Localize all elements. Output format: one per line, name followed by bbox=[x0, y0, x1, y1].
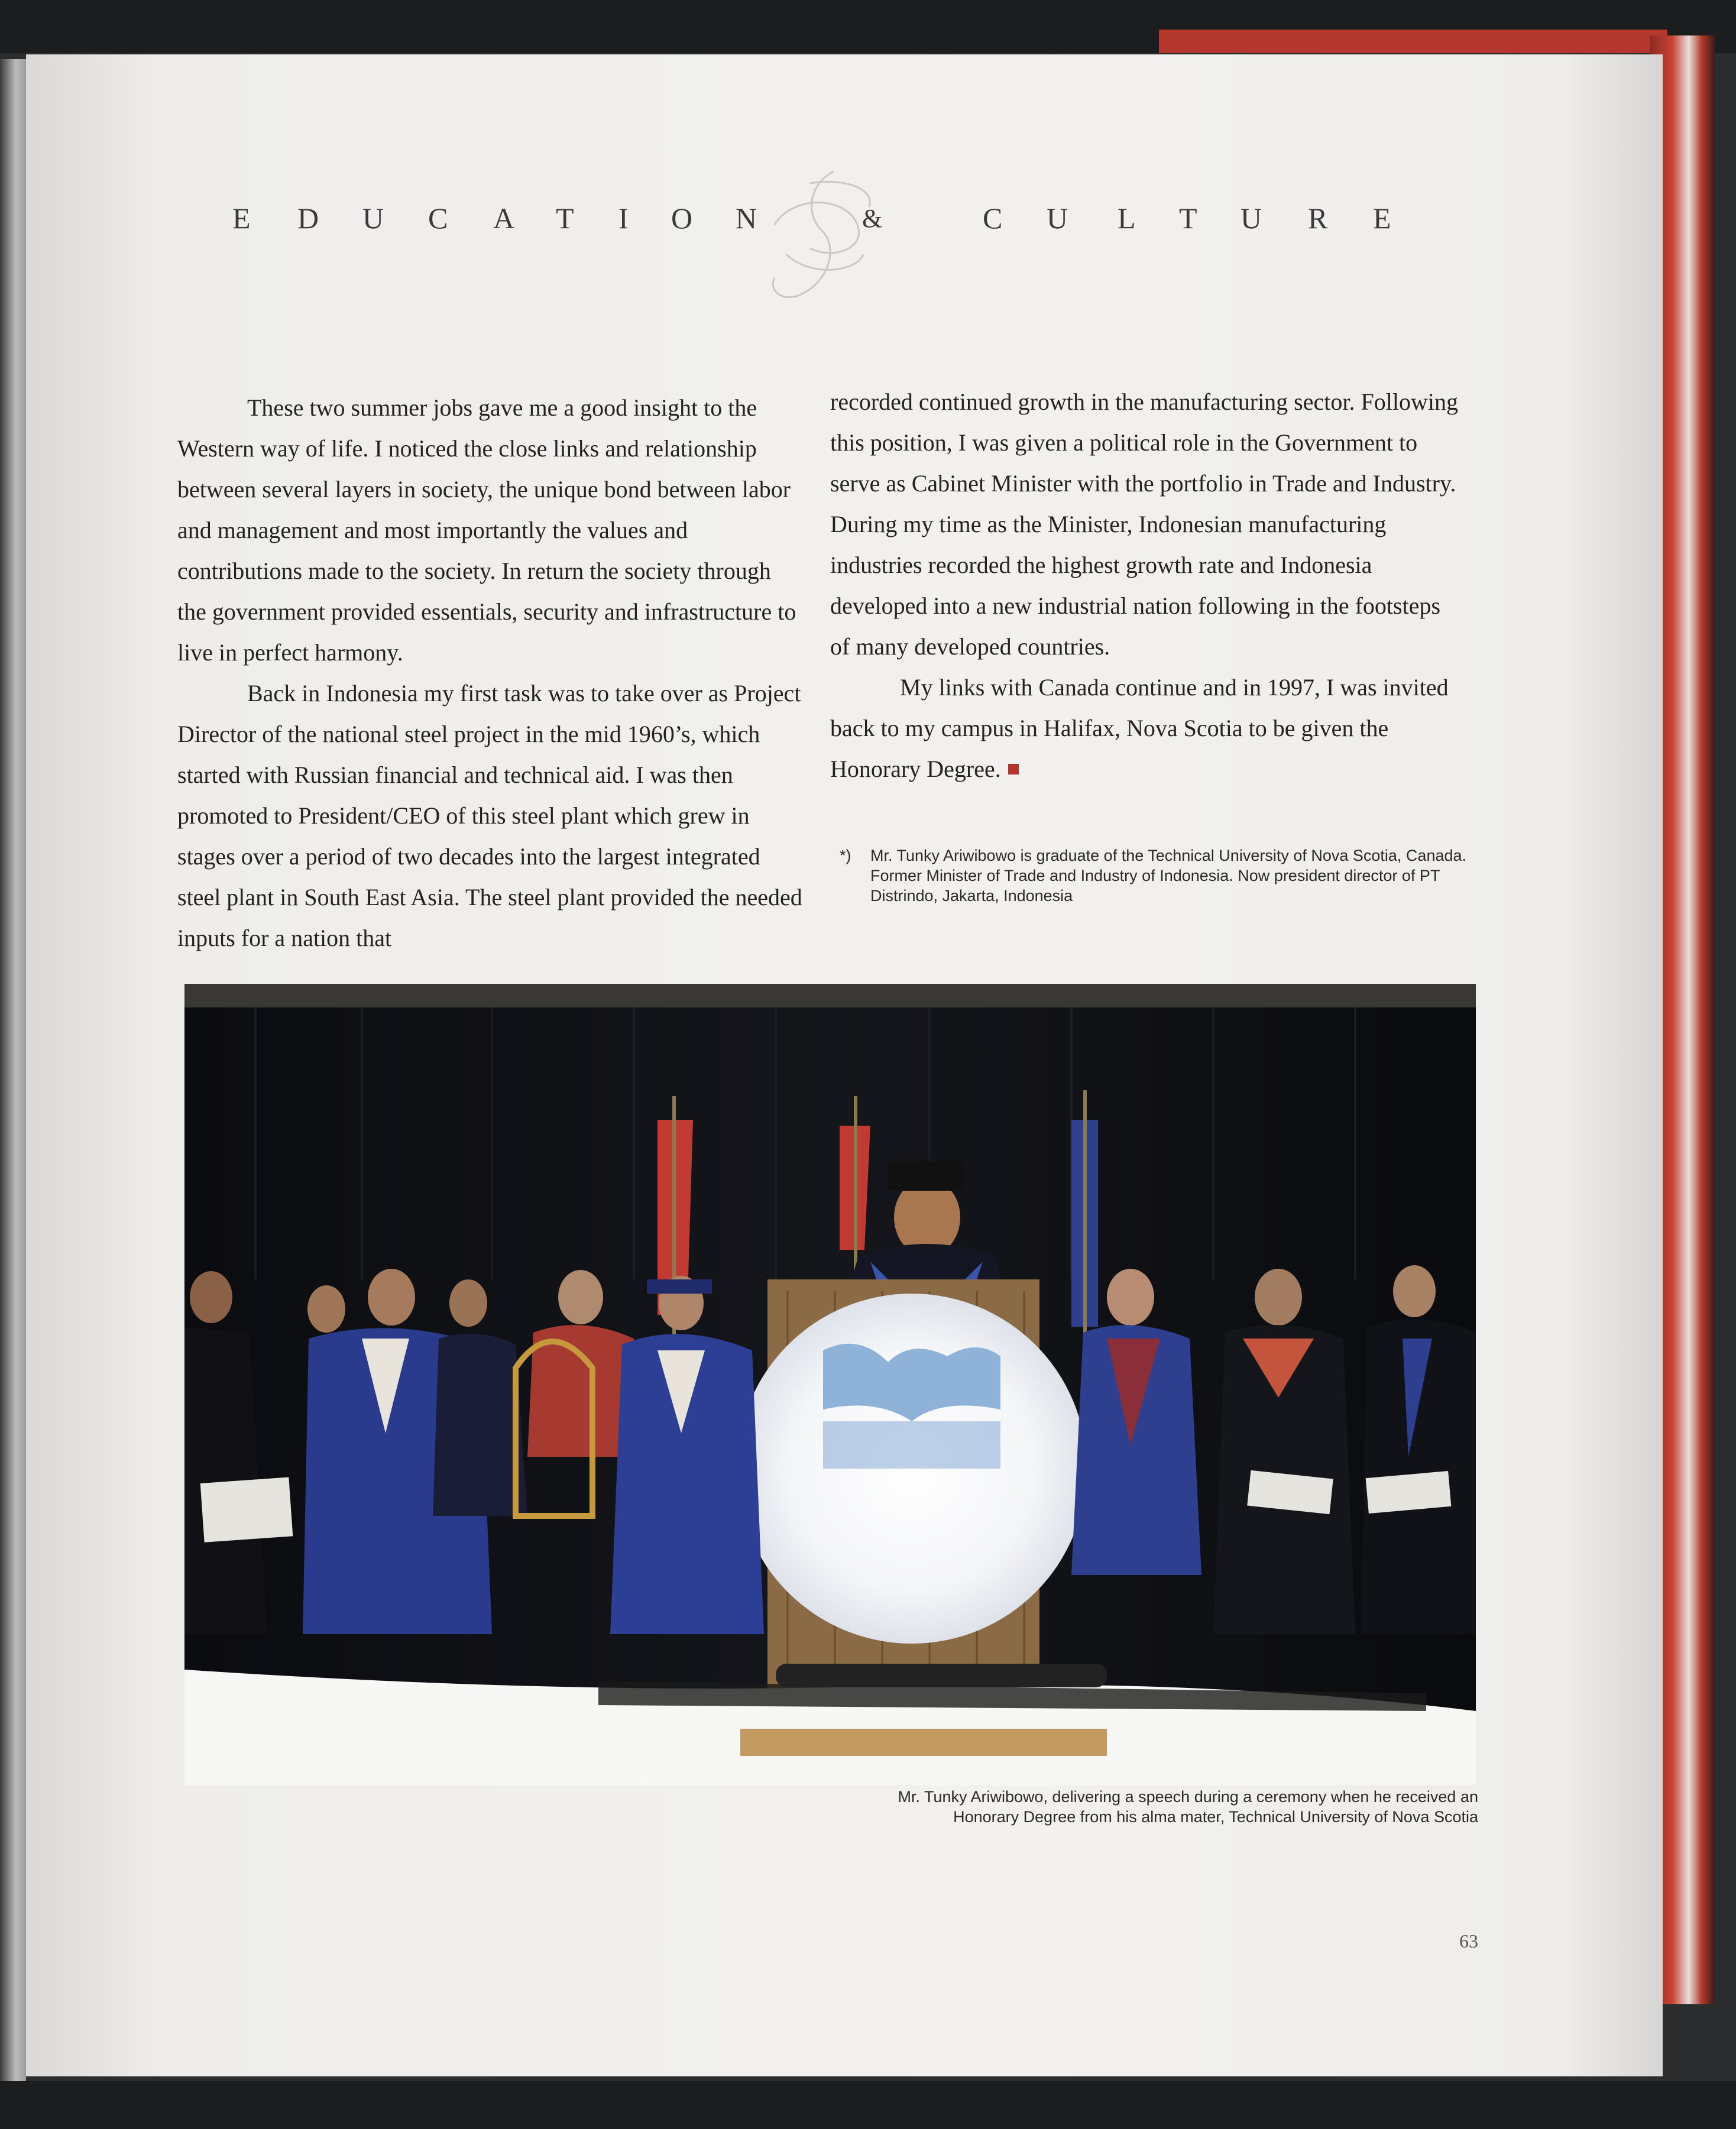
ceremony-photo bbox=[184, 984, 1476, 1785]
header-letter: U bbox=[1241, 202, 1262, 235]
header-letter: E bbox=[1373, 202, 1391, 235]
section-header bbox=[0, 201, 1736, 236]
footnote bbox=[840, 845, 1466, 906]
end-of-article-mark bbox=[1008, 764, 1019, 775]
header-letter: I bbox=[618, 202, 629, 235]
body-paragraph: Back in Indonesia my first task was to take over as Project Director of the national steel project in the mid 1960’s, which started with Russian financial and technical aid. I was then promoted to President/CEO of this steel plant which grew in stages over a period of two decades into the largest integrated steel plant in South East Asia. The steel plant provided the needed inputs for a nation that bbox=[177, 680, 802, 951]
ceremony-photo-illustration bbox=[184, 984, 1476, 1785]
body-paragraph bbox=[830, 667, 1463, 789]
body-paragraph-text: My links with Canada continue and in 1997, I was invited back to my campus in Halifax, Nova Scotia to be given the Honorary Degree. bbox=[830, 674, 1449, 782]
photo-caption: Mr. Tunky Ariwibowo, delivering a speech during a ceremony when he received an Honorary Degree from his alma mater, Technical University of Nova Scotia bbox=[898, 1788, 1478, 1826]
cover-edge-red bbox=[1159, 30, 1667, 53]
left-text-column bbox=[177, 387, 804, 958]
header-letter: N bbox=[736, 202, 757, 235]
footnote-marker: *) bbox=[840, 847, 851, 864]
monogram-ornament bbox=[739, 160, 893, 313]
header-letter: D bbox=[297, 202, 319, 235]
header-letter: L bbox=[1118, 202, 1136, 235]
body-paragraph: These two summer jobs gave me a good insight to the Western way of life. I noticed the close links and relationship between several layers in society, the unique bond between labor and management and most importantly the values and contributions made to the society. In return the society through the government provided essentials, security and infrastructure to live in perfect harmony. bbox=[177, 394, 796, 666]
header-letter: C bbox=[983, 202, 1003, 235]
header-letter: A bbox=[493, 202, 515, 235]
footnote-text: Mr. Tunky Ariwibowo is graduate of the Technical University of Nova Scotia, Canada. Former Minister of Trade and Industry of Indonesia. Now president director of PT Distrindo, Jakarta, Indonesia bbox=[870, 847, 1467, 905]
background-bottom bbox=[0, 2081, 1736, 2129]
header-letter: U bbox=[362, 202, 384, 235]
header-ampersand: & bbox=[862, 204, 883, 233]
header-letter: T bbox=[1179, 202, 1197, 235]
header-letter: C bbox=[428, 202, 448, 235]
body-paragraph: recorded continued growth in the manufacturing sector. Following this position, I was given a political role in the Government to serve as Cabinet Minister with the portfolio in Trade and Industry. During my time as the Minister, Indonesian manufacturing industries recorded the highest growth rate and Indonesia developed into a new industrial nation following in the footsteps of many developed countries. bbox=[830, 388, 1458, 660]
left-page-edge bbox=[0, 59, 26, 2081]
page-number: 63 bbox=[1459, 1930, 1478, 1952]
header-letter: T bbox=[556, 202, 574, 235]
header-letter: E bbox=[232, 202, 251, 235]
header-letter: O bbox=[671, 202, 693, 235]
right-text-column bbox=[830, 381, 1463, 789]
header-letter: R bbox=[1308, 202, 1328, 235]
header-letter: U bbox=[1047, 202, 1068, 235]
